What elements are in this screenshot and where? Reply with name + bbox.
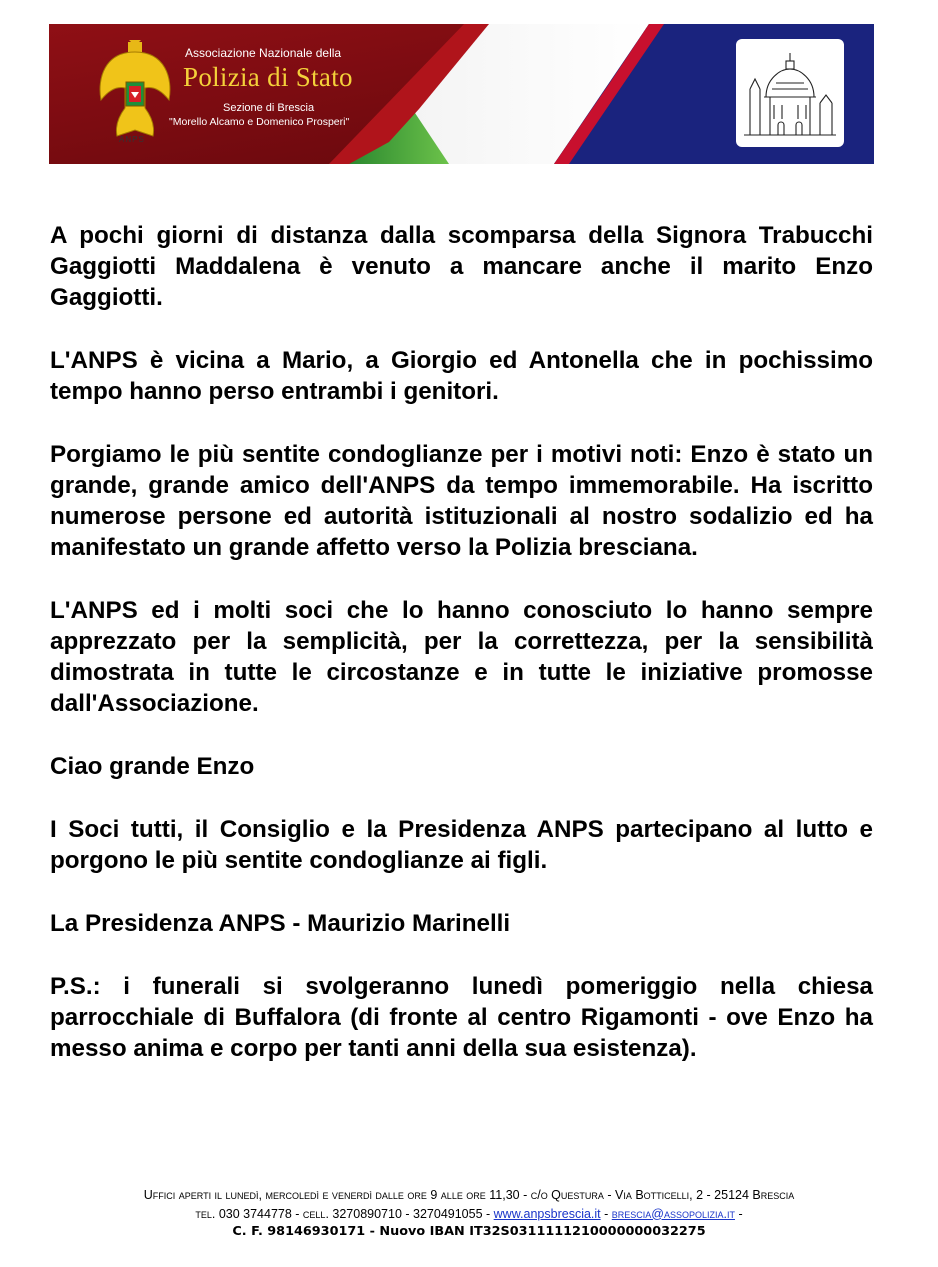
emblem-label: ANPS bbox=[119, 135, 145, 144]
website-link[interactable]: www.anpsbrescia.it bbox=[493, 1206, 601, 1221]
separator: - bbox=[600, 1206, 612, 1221]
paragraph: L'ANPS è vicina a Mario, a Giorgio ed Antonella che in pochissimo tempo hanno perso entrambi i genitori. bbox=[50, 347, 873, 405]
section-line: Sezione di Brescia bbox=[223, 102, 315, 114]
phone-numbers: tel. 030 3744778 - cell. 3270890710 - 3270491055 - bbox=[195, 1206, 494, 1221]
email-link[interactable]: brescia@assopolizia.it bbox=[611, 1206, 735, 1221]
footer bbox=[40, 1186, 898, 1242]
association-line: Associazione Nazionale della bbox=[185, 46, 342, 60]
paragraph: Ciao grande Enzo bbox=[50, 753, 255, 780]
header-banner bbox=[49, 24, 874, 164]
paragraph: P.S.: i funerali si svolgeranno lunedì pomeriggio nella chiesa parrocchiale di Buffalora (di fronte al centro Rigamonti - ove Enzo ha messo anima e corpo per tanti anni della sua esistenza). bbox=[50, 973, 873, 1062]
paragraph: I Soci tutti, il Consiglio e la Presidenza ANPS partecipano al lutto e porgono le più sentite condoglianze ai figli. bbox=[50, 816, 873, 874]
paragraph: La Presidenza ANPS - Maurizio Marinelli bbox=[50, 910, 511, 937]
tax-iban-line: C. F. 98146930171 - Nuovo IBAN IT32S0311111210000000032275 bbox=[232, 1224, 706, 1239]
paragraph: L'ANPS ed i molti soci che lo hanno conosciuto lo hanno sempre apprezzato per la semplicità, per la correttezza, per la sensibilità dimostrata in tutte le circostanze e in tutte le iniziative promosse dall'Associazione. bbox=[50, 597, 873, 717]
contact-line bbox=[40, 1205, 898, 1224]
dedication-line: "Morello Alcamo e Domenico Prosperi" bbox=[169, 116, 350, 128]
cathedral-sketch-icon bbox=[736, 39, 844, 147]
separator-end: - bbox=[734, 1206, 743, 1221]
org-name: Polizia di Stato bbox=[183, 62, 353, 92]
document-body bbox=[50, 220, 873, 1096]
office-hours-line: Uffici aperti il lunedì, mercoledì e venerdì dalle ore 9 alle ore 11,30 - c/o Questura - Via Botticelli, 2 - 25124 Brescia bbox=[143, 1188, 795, 1202]
paragraph: Porgiamo le più sentite condoglianze per i motivi noti: Enzo è stato un grande, grande amico dell'ANPS da tempo immemorabile. Ha iscritto numerose persone ed autorità istituzionali al nostro sodalizio ed ha manifestato un grande affetto verso la Polizia bresciana. bbox=[50, 441, 873, 561]
paragraph: A pochi giorni di distanza dalla scomparsa della Signora Trabucchi Gaggiotti Maddalena è venuto a mancare anche il marito Enzo Gaggiotti. bbox=[50, 222, 873, 311]
